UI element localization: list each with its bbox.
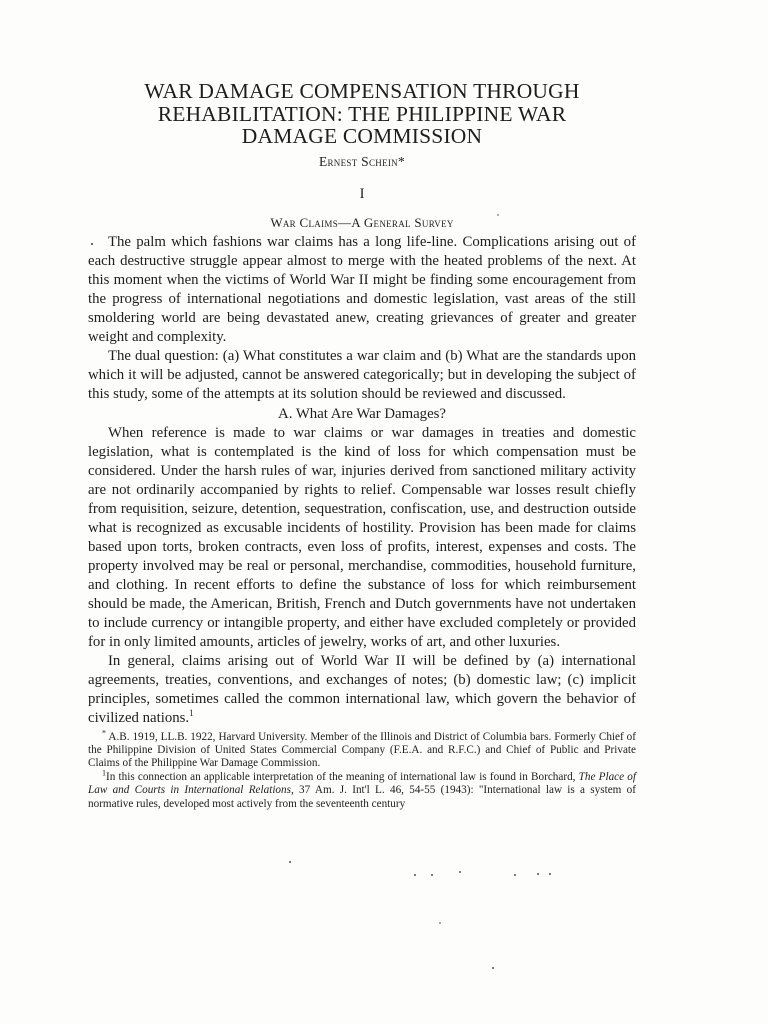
body-paragraph: When reference is made to war claims or war damages in treaties and domestic legislation, what is contemplated is the kind of loss for which compensation must be considered. Under the harsh rules of war, injuries derived from sanctioned military activity are not ordinarily accompanied by rights to relief. Compensable war losses result chiefly from requisition, seizure, detention, sequestration, confiscation, use, and destruction outside what is recognized as excusable incidents of hostility. Provision has been made for claims based upon torts, broken contracts, even loss of profits, interest, expenses and costs. The property involved may be real or personal, merchandise, commodities, household furniture, and clothing. In recent efforts to define the substance of loss for which reimbursement should be made, the American, British, French and Dutch governments have not undertaken to include currency or intangible property, and either have excluded completely or provided for in only limited amounts, articles of jewelry, works of art, and other luxuries. [88, 424, 636, 650]
body-paragraph: The palm which fashions war claims has a long life-line. Complications arising out of each destructive struggle appear almost to merge with the heated problems of the next. At this moment when the victims of World War II might be finding some encouragement from the progress of international negotiations and domestic legislation, vast areas of the still smoldering world are being devastated anew, creating grievances of greater and greater weight and complexity. [88, 233, 636, 345]
footnote-mark: * [102, 727, 106, 737]
footnote-mark: 1 [102, 767, 106, 777]
footnote-reference: 1 [189, 707, 194, 718]
cited-work-title: The Place of Law and Courts in International Relations, [88, 770, 636, 797]
footnote-text: A.B. 1919, LL.B. 1922, Harvard University. Member of the Illinois and District of Columbia bars. Formerly Chief of the Philippine Division of United States Commercial Company (F.E.A. and R.F.C.) and Chief of Public and Private Claims of the Philippine War Damage Commission. [88, 730, 636, 770]
footnote-text: 37 Am. J. Int'l L. 46, 54-55 (1943): "International law is a system of normative rules, developed most actively from the seventeenth century [88, 784, 636, 810]
section-number: I [359, 185, 365, 202]
title-line: WAR DAMAGE COMPENSATION THROUGH [144, 79, 580, 103]
body-paragraph: The dual question: (a) What constitutes a war claim and (b) What are the standards upon which it will be adjusted, cannot be answered categorically; but in developing the subject of this study, some of the attempts at its solution should be reviewed and discussed. [88, 347, 636, 402]
paragraph-text: In general, claims arising out of World War II will be defined by (a) international agreements, treaties, conventions, and exchanges of notes; (b) domestic law; (c) implicit principles, sometimes called the common international law, which govern the behavior of civilized nations. [88, 652, 636, 726]
title-line: REHABILITATION: THE PHILIPPINE WAR [157, 101, 567, 126]
subsection-heading: A. What Are War Damages? [278, 405, 446, 422]
title-line: DAMAGE COMMISSION [241, 124, 483, 148]
section-heading: War Claims—A General Survey [270, 214, 454, 230]
author-footnote-mark: * [397, 153, 406, 169]
author-name: Ernest Schein [318, 153, 398, 169]
footnote-text: In this connection an applicable interpretation of the meaning of international law is found in Borchard, [106, 770, 579, 783]
